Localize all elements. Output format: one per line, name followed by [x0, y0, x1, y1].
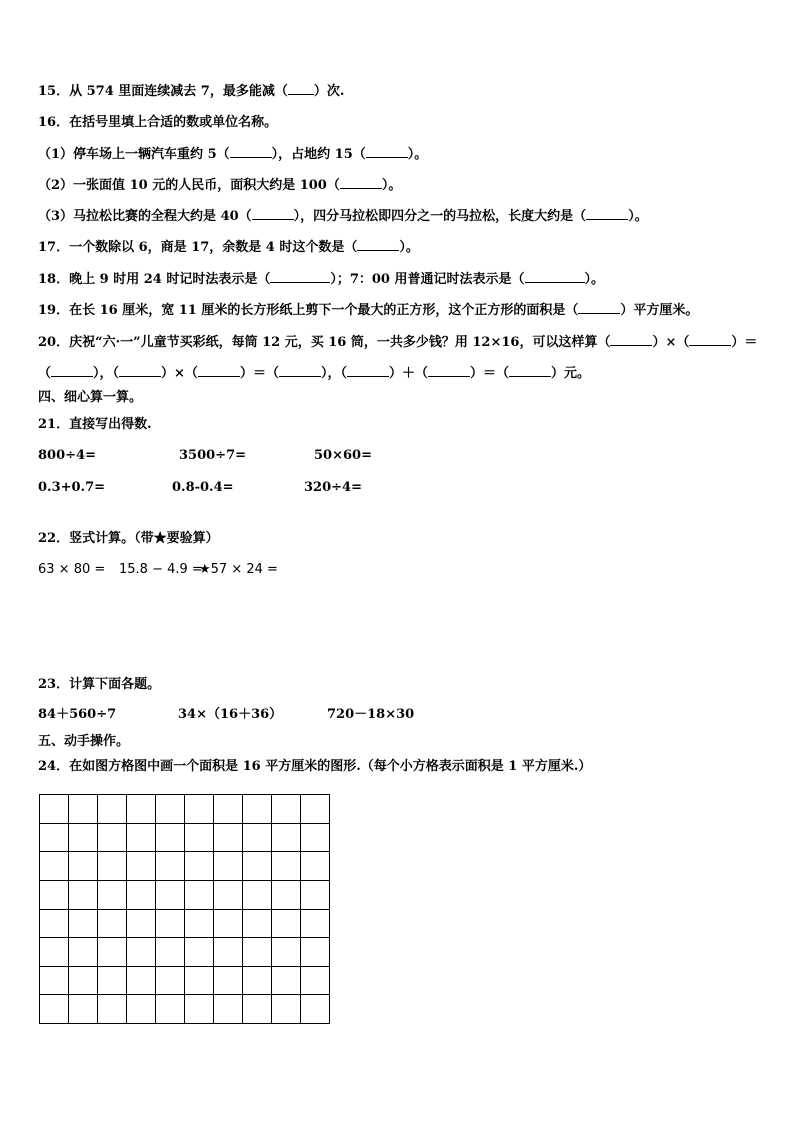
- grid-cell[interactable]: [98, 795, 127, 824]
- grid-cell[interactable]: [98, 910, 127, 939]
- answer-blank[interactable]: [119, 364, 161, 377]
- calc-item: 0.8-0.4=: [172, 480, 234, 495]
- answer-blank[interactable]: [586, 207, 628, 220]
- calc-item: 34×（16＋36）: [178, 707, 283, 722]
- calc-item: 3500÷7=: [179, 448, 247, 463]
- grid-cell[interactable]: [185, 824, 214, 853]
- vertical-calc-item: 63 × 80 =: [38, 562, 106, 577]
- answer-blank[interactable]: [366, 145, 408, 158]
- grid-cell[interactable]: [127, 881, 156, 910]
- answer-blank[interactable]: [357, 238, 399, 251]
- grid-cell[interactable]: [127, 995, 156, 1024]
- answer-blank[interactable]: [428, 364, 470, 377]
- question-16-part-2: （2）一张面值 10 元的人民币，面积大约是 100（ ）。: [38, 178, 402, 193]
- grid-cell[interactable]: [69, 938, 98, 967]
- grid-cell[interactable]: [272, 995, 301, 1024]
- grid-cell[interactable]: [98, 824, 127, 853]
- grid-cell[interactable]: [98, 967, 127, 996]
- answer-blank[interactable]: [230, 145, 272, 158]
- grid-cell[interactable]: [156, 938, 185, 967]
- grid-cell[interactable]: [214, 995, 243, 1024]
- grid-cell[interactable]: [272, 967, 301, 996]
- question-20-line-1: 20．庆祝“六·一”儿童节买彩纸，每筒 12 元，买 16 筒，一共多少钱？用 12×16，可以这样算（ ）×（ ）＝: [38, 335, 758, 350]
- question-18: 18．晚上 9 时用 24 时记时法表示是（ ）；7：00 用普通记时法表示是（ ）。: [38, 272, 605, 287]
- grid-cell[interactable]: [214, 852, 243, 881]
- grid-cell[interactable]: [185, 852, 214, 881]
- grid-cell[interactable]: [272, 881, 301, 910]
- grid-cell[interactable]: [243, 910, 272, 939]
- grid-cell[interactable]: [98, 852, 127, 881]
- answer-blank[interactable]: [340, 176, 382, 189]
- grid-cell[interactable]: [40, 995, 69, 1024]
- grid-cell[interactable]: [156, 910, 185, 939]
- grid-cell[interactable]: [272, 852, 301, 881]
- grid-cell[interactable]: [185, 881, 214, 910]
- grid-cell[interactable]: [127, 795, 156, 824]
- grid-cell[interactable]: [156, 824, 185, 853]
- question-19: 19．在长 16 厘米，宽 11 厘米的长方形纸上剪下一个最大的正方形，这个正方形的面积是（ ）平方厘米。: [38, 303, 699, 318]
- section-4-heading: 四、细心算一算。: [38, 390, 143, 405]
- grid-cell[interactable]: [301, 938, 330, 967]
- answer-blank[interactable]: [509, 364, 551, 377]
- grid-cell[interactable]: [156, 967, 185, 996]
- question-16-part-1: （1）停车场上一辆汽车重约 5（ ），占地约 15（ ）。: [38, 147, 428, 162]
- question-23-title: 23．计算下面各题。: [38, 677, 161, 692]
- answer-blank[interactable]: [279, 364, 321, 377]
- grid-cell[interactable]: [127, 824, 156, 853]
- grid-cell[interactable]: [214, 938, 243, 967]
- answer-blank[interactable]: [288, 82, 314, 95]
- vertical-calc-item: ★57 × 24 =: [199, 562, 278, 577]
- calc-item: 84＋560÷7: [38, 707, 117, 722]
- grid-cell[interactable]: [185, 995, 214, 1024]
- grid-cell[interactable]: [156, 852, 185, 881]
- grid-cell[interactable]: [301, 881, 330, 910]
- grid-cell[interactable]: [214, 910, 243, 939]
- grid-cell[interactable]: [40, 910, 69, 939]
- section-5-heading: 五、动手操作。: [38, 734, 130, 749]
- calc-item: 50×60=: [314, 448, 372, 463]
- question-22-title: 22．竖式计算。（带★要验算）: [38, 531, 219, 546]
- grid-cell[interactable]: [127, 910, 156, 939]
- grid-cell[interactable]: [243, 852, 272, 881]
- square-grid[interactable]: [39, 794, 330, 1024]
- grid-cell[interactable]: [98, 938, 127, 967]
- grid-cell[interactable]: [69, 881, 98, 910]
- grid-cell[interactable]: [272, 938, 301, 967]
- question-20-line-2: （ ），（ ）×（ ）＝（ ），（ ）＋（ ）＝（ ）元。: [38, 366, 591, 381]
- grid-cell[interactable]: [272, 824, 301, 853]
- grid-cell[interactable]: [301, 852, 330, 881]
- grid-cell[interactable]: [301, 910, 330, 939]
- grid-cell[interactable]: [301, 824, 330, 853]
- grid-cell[interactable]: [69, 967, 98, 996]
- grid-cell[interactable]: [156, 995, 185, 1024]
- calc-item: 800÷4=: [38, 448, 96, 463]
- grid-cell[interactable]: [185, 910, 214, 939]
- grid-cell[interactable]: [40, 938, 69, 967]
- question-17: 17．一个数除以 6，商是 17，余数是 4 时这个数是（ ）。: [38, 240, 419, 255]
- grid-cell[interactable]: [69, 795, 98, 824]
- grid-cell[interactable]: [243, 938, 272, 967]
- grid-cell[interactable]: [69, 824, 98, 853]
- question-16-part-3: （3）马拉松比赛的全程大约是 40（ ），四分马拉松即四分之一的马拉松，长度大约是（ ）。: [38, 209, 648, 224]
- grid-cell[interactable]: [301, 995, 330, 1024]
- grid-cell[interactable]: [156, 881, 185, 910]
- grid-cell[interactable]: [98, 995, 127, 1024]
- grid-cell[interactable]: [272, 795, 301, 824]
- answer-blank[interactable]: [578, 301, 620, 314]
- calc-item: 0.3+0.7=: [38, 480, 106, 495]
- question-16-title: 16．在括号里填上合适的数或单位名称。: [38, 115, 278, 130]
- grid-cell[interactable]: [185, 795, 214, 824]
- grid-cell[interactable]: [272, 910, 301, 939]
- answer-blank[interactable]: [198, 364, 240, 377]
- question-21-title: 21．直接写出得数.: [38, 417, 152, 432]
- grid-cell[interactable]: [243, 824, 272, 853]
- question-15: 15．从 574 里面连续减去 7，最多能减（ ）次.: [38, 84, 345, 99]
- answer-blank[interactable]: [610, 333, 652, 346]
- grid-cell[interactable]: [156, 795, 185, 824]
- grid-cell[interactable]: [98, 881, 127, 910]
- question-24-title: 24．在如图方格图中画一个面积是 16 平方厘米的图形.（每个小方格表示面积是 1 平方厘米.）: [38, 759, 592, 774]
- grid-cell[interactable]: [185, 967, 214, 996]
- grid-cell[interactable]: [40, 967, 69, 996]
- answer-blank[interactable]: [51, 364, 93, 377]
- calc-item: 720－18×30: [327, 707, 415, 722]
- answer-blank[interactable]: [689, 333, 731, 346]
- grid-cell[interactable]: [69, 995, 98, 1024]
- grid-cell[interactable]: [127, 967, 156, 996]
- grid-cell[interactable]: [301, 967, 330, 996]
- grid-cell[interactable]: [127, 938, 156, 967]
- vertical-calc-item: 15.8 − 4.9 =: [119, 562, 203, 577]
- grid-cell[interactable]: [214, 824, 243, 853]
- grid-cell[interactable]: [185, 938, 214, 967]
- answer-blank[interactable]: [270, 270, 330, 283]
- grid-cell[interactable]: [243, 967, 272, 996]
- grid-cell[interactable]: [243, 795, 272, 824]
- grid-cell[interactable]: [214, 881, 243, 910]
- calc-item: 320÷4=: [304, 480, 362, 495]
- answer-blank[interactable]: [347, 364, 389, 377]
- grid-cell[interactable]: [40, 852, 69, 881]
- grid-cell[interactable]: [127, 852, 156, 881]
- grid-cell[interactable]: [69, 910, 98, 939]
- grid-cell[interactable]: [214, 967, 243, 996]
- grid-cell[interactable]: [243, 881, 272, 910]
- grid-cell[interactable]: [40, 795, 69, 824]
- grid-cell[interactable]: [243, 995, 272, 1024]
- grid-cell[interactable]: [301, 795, 330, 824]
- answer-blank[interactable]: [525, 270, 585, 283]
- answer-blank[interactable]: [252, 207, 294, 220]
- grid-cell[interactable]: [40, 824, 69, 853]
- grid-cell[interactable]: [214, 795, 243, 824]
- grid-cell[interactable]: [69, 852, 98, 881]
- grid-cell[interactable]: [40, 881, 69, 910]
